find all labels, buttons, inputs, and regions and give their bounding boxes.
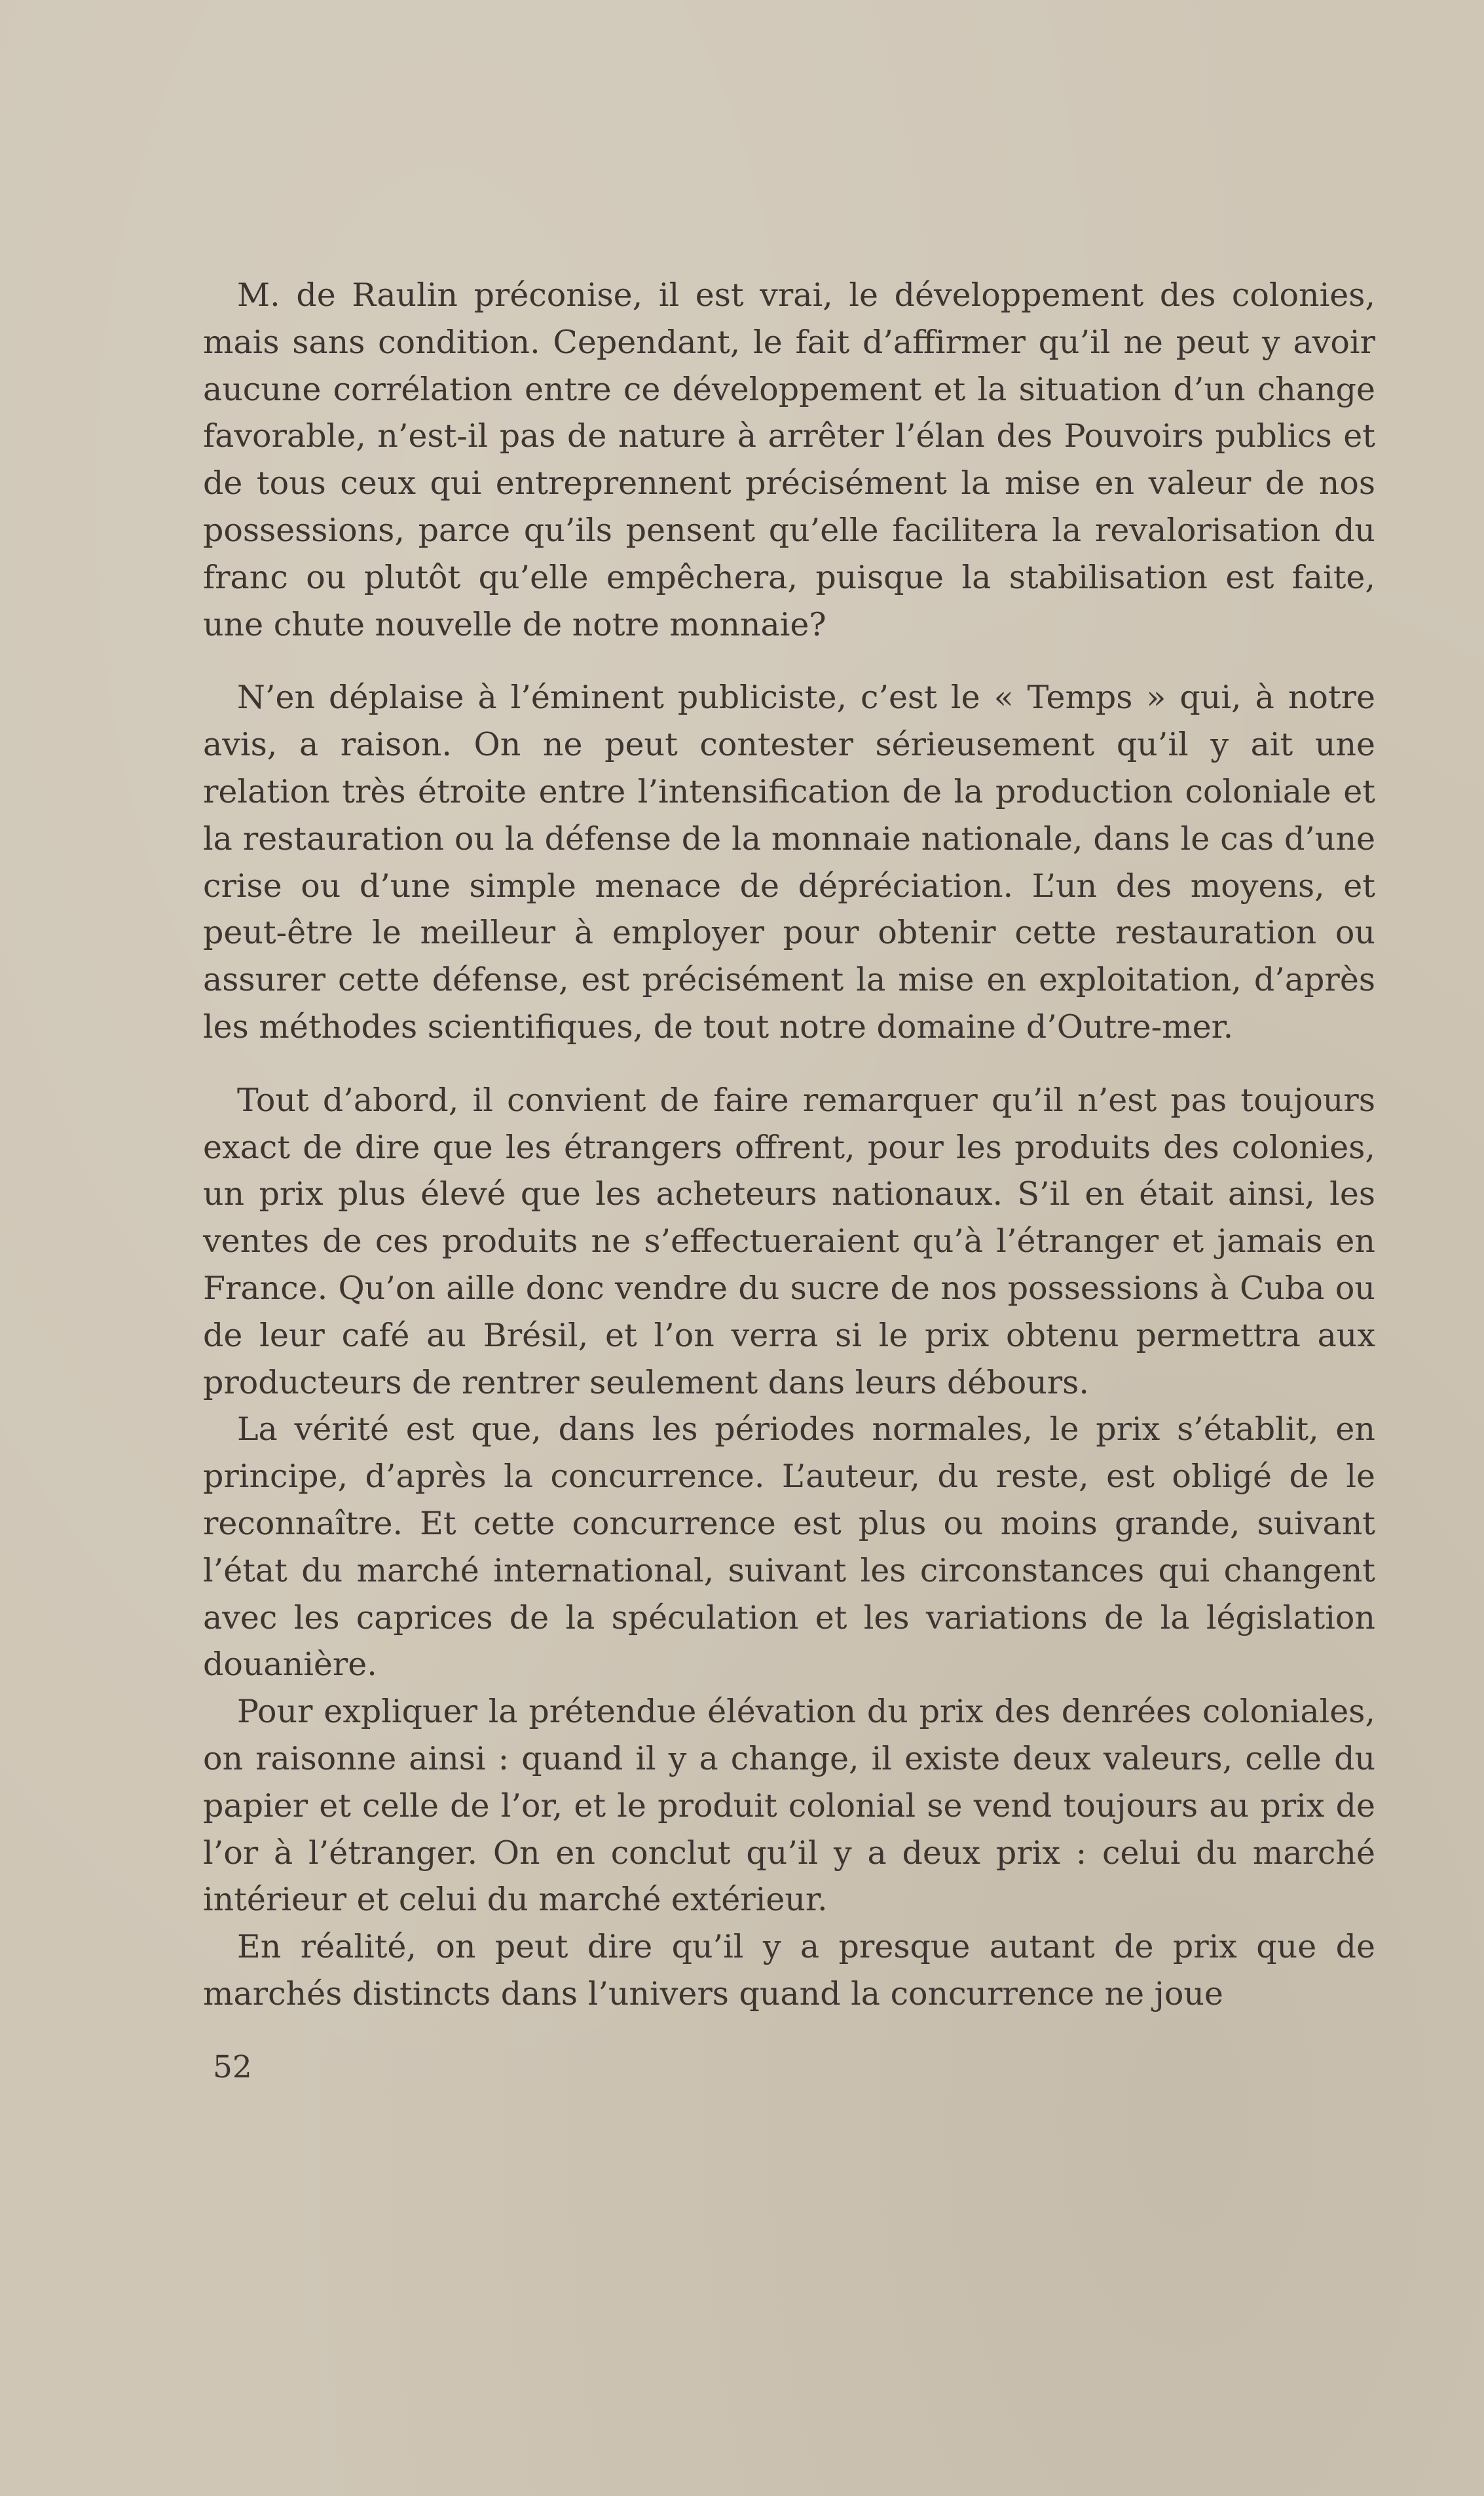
body-text — [203, 272, 1375, 2018]
paragraph-4: La vérité est que, dans les périodes normales, le prix s’établit, en principe, d’après la concurrence. L’auteur, du reste, est obligé de le reconnaître. Et cette concurrence est plus ou moins grande, suivant l’état du marché international, suivant les circonstances qui changent avec les caprices de la spéculation et les variations de la législation douanière. — [203, 1410, 1375, 1684]
paragraph-1: M. de Raulin préconise, il est vrai, le développement des colonies, mais sans condition. Cependant, le fait d’affirmer qu’il ne peut y avoir aucune corrélation entre ce développement et la situation d’un change favorable, n’est-il pas de nature à arrêter l’élan des Pouvoirs publics et de tous ceux qui entreprennent précisément la mise en valeur de nos possessions, parce qu’ils pensent qu’elle facilitera la revalorisation du franc ou plutôt qu’elle empêchera, puisque la stabilisation est faite, une chute nouvelle de notre monnaie? — [203, 276, 1375, 643]
paragraph-6: En réalité, on peut dire qu’il y a presque autant de prix que de marchés distincts dans l’univers quand la concurrence ne joue — [203, 1928, 1375, 2013]
paragraph-3: Tout d’abord, il convient de faire remarquer qu’il n’est pas toujours exact de dire que les étrangers offrent, pour les produits des colonies, un prix plus élevé que les acheteurs nationaux. S’il en était ainsi, les ventes de ces produits ne s’effectueraient qu’à l’étranger et jamais en France. Qu’on aille donc vendre du sucre de nos possessions à Cuba ou de leur café au Brésil, et l’on verra si le prix obtenu permettra aux producteurs de rentrer seulement dans leurs débours. — [203, 1081, 1375, 1401]
paragraph-5: Pour expliquer la prétendue élévation du prix des denrées coloniales, on raisonne ainsi : quand il y a change, il existe deux valeurs, celle du papier et celle de l’or, et le produit colonial se vend toujours au prix de l’or à l’étranger. On en conclut qu’il y a deux prix : celui du marché intérieur et celui du marché extérieur. — [203, 1693, 1375, 1919]
page-number: 52 — [213, 2049, 252, 2085]
paragraph-2: N’en déplaise à l’éminent publiciste, c’est le « Temps » qui, à notre avis, a raison. On ne peut contester sérieusement qu’il y ait une relation très étroite entre l’intensification de la production coloniale et la restauration ou la défense de la monnaie nationale, dans le cas d’une crise ou d’une simple menace de dépréciation. L’un des moyens, et peut-être le meilleur à employer pour obtenir cette restauration ou assurer cette défense, est précisément la mise en exploitation, d’après les méthodes scientifiques, de tout notre domaine d’Outre-mer. — [203, 679, 1375, 1046]
